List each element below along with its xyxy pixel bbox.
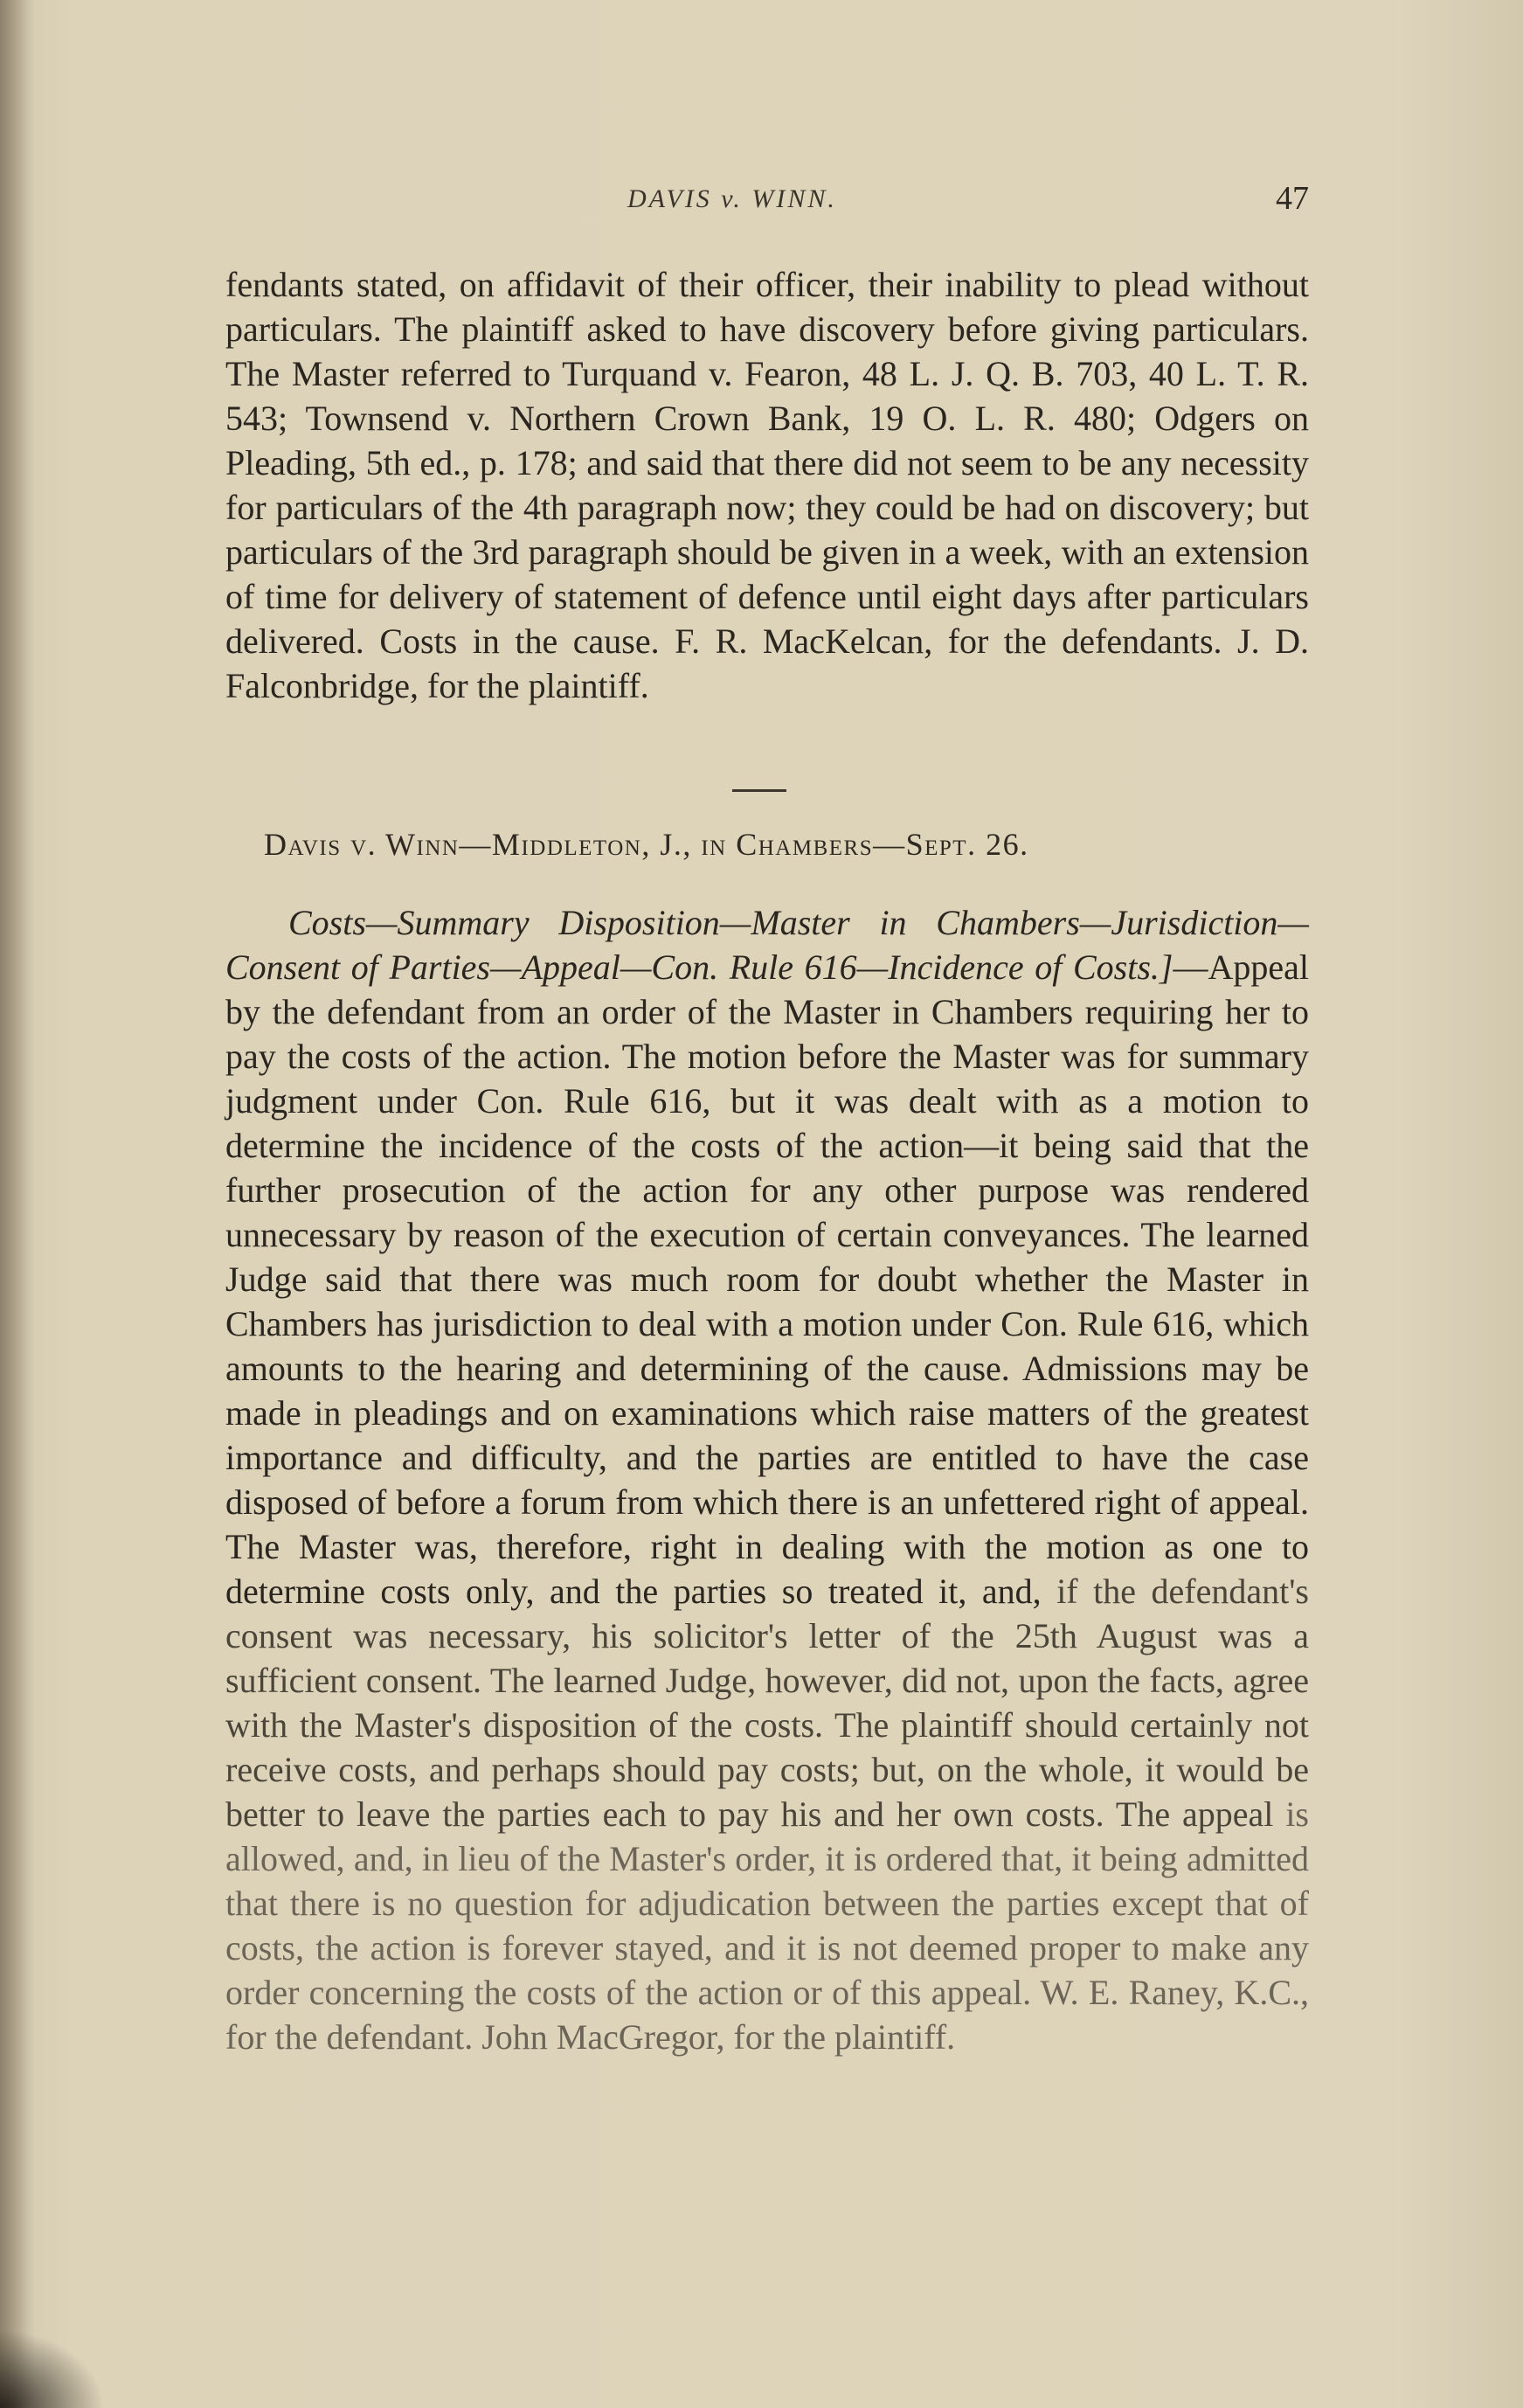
case-heading: Davis v. Winn—Middleton, J., in Chambers—Sept. 26.	[264, 827, 1029, 862]
page-corner-shadow	[0, 2329, 105, 2408]
section-divider	[732, 789, 786, 792]
headnote-body-part-b: if the defendant's consent was necessary, his solicitor's letter of the 25th August was a sufficient consent. The learned Judge, however, did not, upon the facts, agree with the Master's disposition of the costs. The plaintiff should certainly not receive costs, and perhaps should pay costs; but, on the whole, it would be better to leave the parties each to pay his and her own costs. The appeal	[225, 1572, 1309, 1834]
page-number: 47	[1276, 180, 1309, 217]
headnote-keywords: Costs—Summary Disposition—Master in Chambers—Jurisdiction—Consent of Parties—Appeal—Con. Rule 616—Incidence of Costs.]	[225, 903, 1309, 987]
section-one	[225, 262, 1309, 708]
running-head	[225, 179, 1309, 223]
section-two	[225, 900, 1309, 2059]
section-one-paragraph: fendants stated, on affidavit of their officer, their inability to plead without particulars. The plaintiff asked to have discovery before giving particulars. The Master referred to Turquand v. Fearon, 48 L. J. Q. B. 703, 40 L. T. R. 543; Townsend v. Northern Crown Bank, 19 O. L. R. 480; Odgers on Pleading, 5th ed., p. 178; and said that there did not seem to be any necessity for particulars of the 4th paragraph now; they could be had on discovery; but particulars of the 3rd paragraph should be given in a week, with an extension of time for delivery of statement of defence until eight days after particulars delivered. Costs in the cause. F. R. MacKelcan, for the defendants. J. D. Falconbridge, for the plaintiff.	[225, 265, 1309, 705]
headnote-body-part-c: is allowed, and, in lieu of the Master's order, it is ordered that, it being admitted that there is no question for adjudication between the parties except that of costs, the action is forever stayed, and it is not deemed proper to make any order concerning the costs of the action or of this appeal. W. E. Raney, K.C., for the defendant. John MacGregor, for the plaintiff.	[225, 1794, 1309, 2057]
running-title: DAVIS v. WINN.	[627, 184, 837, 213]
headnote-body-part-a: —Appeal by the defendant from an order of the Master in Chambers requiring her to pay the costs of the action. The motion before the Master was for summary judgment under Con. Rule 616, but it was dealt with as a motion to determine the incidence of the costs of the action—it being said that the further prosecution of the action for any other purpose was rendered unnecessary by reason of the execution of certain conveyances. The learned Judge said that there was much room for doubt whether the Master in Chambers has jurisdiction to deal with a motion under Con. Rule 616, which amounts to the hearing and determining of the cause. Admissions may be made in pleadings and on examinations which raise matters of the greatest importance and difficulty, and the parties are entitled to have the case disposed of before a forum from which there is an unfettered right of appeal. The Master was, therefore, right in dealing with the motion as one to determine costs only, and the parties so treated it, and,	[225, 947, 1309, 1611]
section-two-paragraph	[225, 900, 1309, 2059]
binding-shadow	[0, 0, 35, 2408]
